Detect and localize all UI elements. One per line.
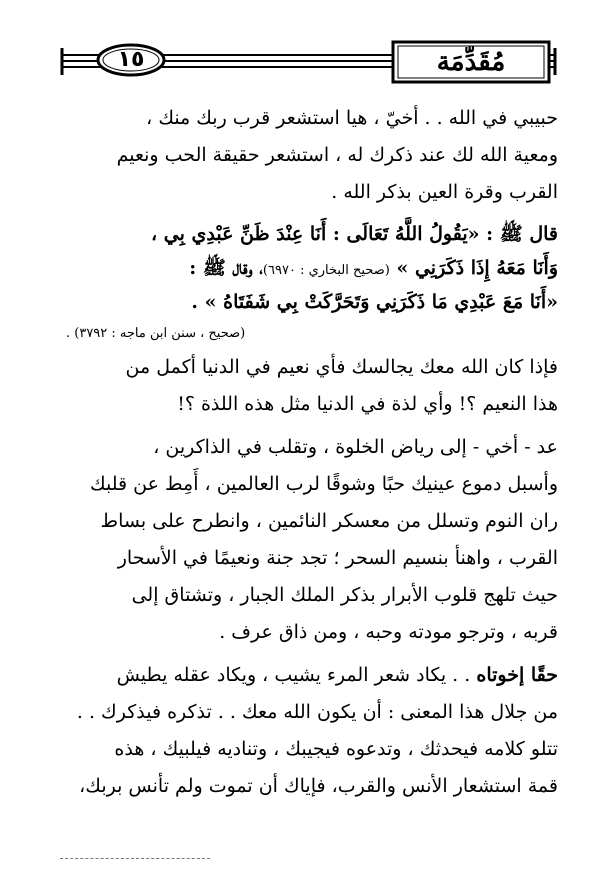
hadith-reference: (صحيح ، سنن ابن ماجه : ٣٧٩٢) . — [66, 326, 246, 341]
paragraph-brothers — [66, 657, 558, 805]
text-line: تتلو كلامه فيحدثك ، وتدعوه فيجيبك ، وتناديه فيلبيك ، هذه — [114, 738, 558, 760]
text-line: من جلال هذا المعنى : أن يكون الله معك . . تذكره فيذكرك . . — [76, 701, 558, 723]
text-line: وأسبل دموع عينيك حبًا وشوقًا لرب العالمين ، أَمِط عن قلبك — [90, 473, 558, 495]
hadith-line: «أَنَا مَعَ عَبْدِي مَا ذَكَرَنِي وَتَحَرَّكَتْ بِي شَفَتَاهُ » . — [191, 291, 558, 313]
paragraph-bliss — [66, 349, 558, 423]
text-line: ومعية الله لك عند ذكرك له ، استشعر حقيقة الحب ونعيم — [116, 144, 558, 166]
text-line: هذا النعيم ؟! وأي لذة في الدنيا مثل هذه اللذة ؟! — [177, 393, 558, 415]
paragraph-return — [66, 429, 558, 651]
text-line: ران النوم وتسلل من معسكر النائمين ، وانطرح على بساط — [100, 510, 558, 532]
hadith-quote — [66, 217, 558, 319]
paragraph-intro — [66, 100, 558, 211]
hadith-text: وَأَنَا مَعَهُ إِذَا ذَكَرَنِي » — [396, 257, 558, 279]
page-header — [0, 0, 594, 100]
page-number: ١٥ — [117, 47, 145, 72]
hadith-line: قال ﷺ : «يَقُولُ اللَّهُ تَعَالَى : أَنَا عِنْدَ ظَنِّ عَبْدِي بِي ، — [151, 223, 558, 245]
text-line: القرب وقرة العين بذكر الله . — [331, 181, 558, 203]
chapter-title: مُقَدِّمَة — [436, 47, 506, 77]
text-line: حيث تلهج قلوب الأبرار بذكر الملك الجبار ، وتشتاق إلى — [131, 584, 558, 606]
text-line: فإذا كان الله معك يجالسك فأي نعيم في الدنيا أكمل من — [125, 356, 558, 378]
text-line: حبيبي في الله . . أخيّ ، هيا استشعر قرب ربك منك ، — [146, 107, 558, 129]
hadith-line — [66, 251, 558, 285]
text-line-rest: . . يكاد شعر المرء يشيب ، ويكاد عقله يطيش — [116, 664, 477, 686]
text-line: قمة استشعار الأنس والقرب، فإياك أن تموت ولم تأنس بربك، — [79, 775, 558, 797]
lead-phrase: حقًا إخوتاه — [476, 664, 558, 686]
hadith-inline-reference: (صحيح البخاري : ٦٩٧٠) — [262, 263, 390, 278]
page-body — [66, 100, 558, 805]
text-line: قربه ، وترجو مودته وحبه ، ومن ذاق عرف . — [219, 621, 558, 643]
hadith-tail: ، وقال ﷺ : — [189, 257, 263, 279]
text-line: عد - أخي - إلى رياض الخلوة ، وتقلب في الذاكرين ، — [153, 436, 558, 458]
footer-divider — [60, 858, 210, 859]
text-line: القرب ، واهنأ بنسيم السحر ؛ تجد جنة ونعيمًا في الأسحار — [117, 547, 558, 569]
text-line — [66, 657, 558, 694]
